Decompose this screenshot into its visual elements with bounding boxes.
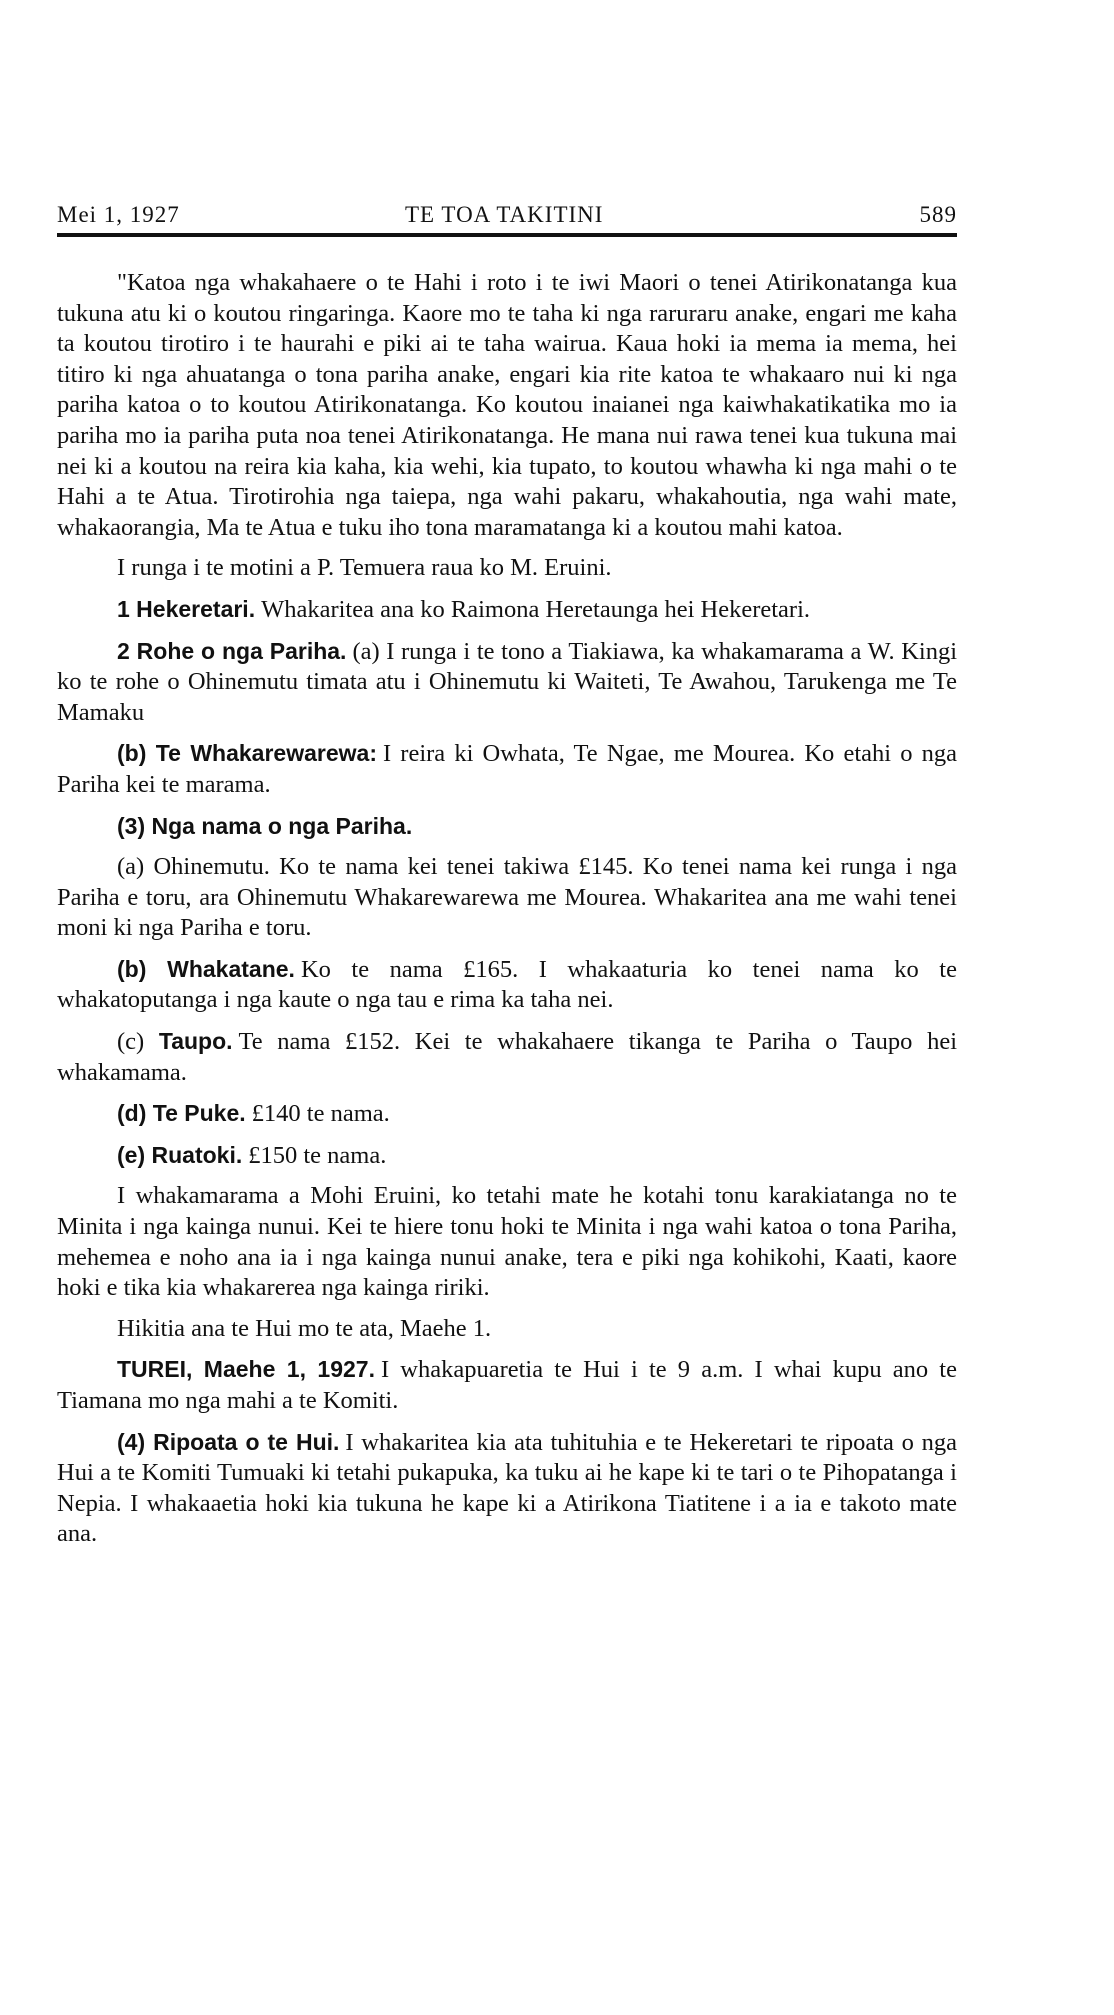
section-heading-whakarewarewa: (b) Te Whakarewarewa: xyxy=(117,740,377,767)
paragraph-parish-boundaries xyxy=(57,636,957,729)
header-title: TE TOA TAKITINI xyxy=(405,202,604,227)
paragraph-taupo xyxy=(57,1026,957,1088)
section-text-ruatoki: £150 te nama. xyxy=(248,1141,387,1169)
header-rule xyxy=(57,233,957,237)
running-header xyxy=(57,202,957,236)
section-text-taupo: Te nama £152. Kei te whakahaere tikanga te Pariha o Taupo hei whakamama. xyxy=(57,1028,958,1086)
section-heading-te-puke: (d) Te Puke. xyxy=(117,1100,246,1127)
section-heading-taupo: Taupo. xyxy=(158,1028,233,1055)
section-prefix-taupo: (c) xyxy=(117,1028,145,1056)
paragraph-adjourned: Hikitia ana te Hui mo te ata, Maehe 1. xyxy=(117,1314,492,1342)
paragraph-ruatoki xyxy=(57,1140,957,1172)
section-text-te-puke: £140 te nama. xyxy=(251,1100,390,1128)
paragraph-whakarewarewa xyxy=(57,738,957,800)
paragraph-charge: "Katoa nga whakahaere o te Hahi i roto i te iwi Maori o tenei Atirikonatanga kua tukuna atu ki o koutou ringaringa. Kaore mo te taha ki nga raruraru anake, engari me kaha ta koutou tirotiro i te haurahi e piki ai te taha wairua. Kaua hoki ia mema ia mema, hei titiro ki nga ahuatanga o tona pariha anake, engari kia rite katoa te whakaaro nui ki nga pariha katoa o to koutou Atirikonatanga. Ko koutou inaianei nga kaiwhakatikatika mo ia pariha mo ia pariha puta noa tenei Atirikonatanga. He mana nui rawa tenei kua tukuna mai nei ki a koutou na reira kia kaha, kia wehi, kia tupato, to koutou whawha ki nga mahi o te Hahi a te Atua. Tirotirohia nga taiepa, nga wahi pakaru, whakahoutia, nga wahi mate, whakaorangia, Ma te Atua e tuku iho tona maramatanga ki a koutou mahi katoa. xyxy=(57,269,957,541)
page-number: 589 xyxy=(919,202,957,227)
paragraph-ohinemutu: (a) Ohinemutu. Ko te nama kei tenei takiwa £145. Ko tenei nama kei runga i nga Pariha e toru, ara Ohinemutu Whakarewarewa me Mourea. Whakaritea ana me wahi tenei moni ki nga Pariha e toru. xyxy=(57,853,957,942)
section-heading-parish-debts: (3) Nga nama o nga Pariha. xyxy=(117,812,413,839)
section-text-tuesday: I whakapuaretia te Hui i te 9 a.m. I whai kupu ano te Tiamana mo nga mahi a te Komiti. xyxy=(57,1356,957,1414)
header-date: Mei 1, 1927 xyxy=(57,202,180,227)
paragraph-motion: I runga i te motini a P. Temuera raua ko M. Eruini. xyxy=(117,554,612,582)
section-heading-ruatoki: (e) Ruatoki. xyxy=(117,1141,243,1168)
section-text-whakatane: Ko te nama £165. I whakaaturia ko tenei nama ko te whakatoputanga i nga kaute o nga tau e rima ka taha nei. xyxy=(57,955,957,1014)
section-text-secretary: Whakaritea ana ko Raimona Heretaunga hei Hekeretari. xyxy=(261,595,811,623)
paragraph-explanation: I whakamarama a Mohi Eruini, ko tetahi mate he kotahi tonu karakiatanga no te Minita i nga kainga nunui. Kei te hiere tonu hoki te Minita i nga wahi katoa o tona Pariha, mehemea e noho ana ia i nga kainga nunui anake, tera e piki nga kohikohi, Kaati, kaore hoki e tika kia whakarerea nga kainga ririki. xyxy=(57,1182,957,1302)
page-body xyxy=(57,268,957,1560)
section-heading-whakatane: (b) Whakatane. xyxy=(117,955,295,982)
section-heading-meeting-report: (4) Ripoata o te Hui. xyxy=(117,1428,340,1455)
paragraph-whakatane xyxy=(57,954,957,1016)
paragraph-secretary xyxy=(57,594,957,626)
section-heading-parish-boundaries: 2 Rohe o nga Pariha. xyxy=(117,637,347,664)
paragraph-meeting-report xyxy=(57,1427,957,1550)
paragraph-te-puke xyxy=(57,1098,957,1130)
section-text-parish-boundaries: (a) I runga i te tono a Tiakiawa, ka whakamarama a W. Kingi ko te rohe o Ohinemutu timata atu i Ohinemutu ki Waiteti, Te Awahou, Tarukenga me Te Mamaku xyxy=(57,637,958,726)
paragraph-parish-debts xyxy=(57,811,957,843)
section-heading-secretary: 1 Hekeretari. xyxy=(117,595,256,622)
section-text-meeting-report: I whakaritea kia ata tuhituhia e te Hekeretari te ripoata o nga Hui a te Komiti Tumuaki ki tetahi pukapuka, ka tuku ai he kape ki te tari o te Pihopatanga i Nepia. I whakaaetia hoki kia tukuna he kape ki a Atirikona Tiatitene i a ia e takoto mate ana. xyxy=(57,1428,957,1548)
paragraph-tuesday xyxy=(57,1354,957,1416)
section-text-whakarewarewa: I reira ki Owhata, Te Ngae, me Mourea. Ko etahi o nga Pariha kei te marama. xyxy=(57,740,957,798)
section-heading-tuesday: TUREI, Maehe 1, 1927. xyxy=(117,1356,375,1383)
